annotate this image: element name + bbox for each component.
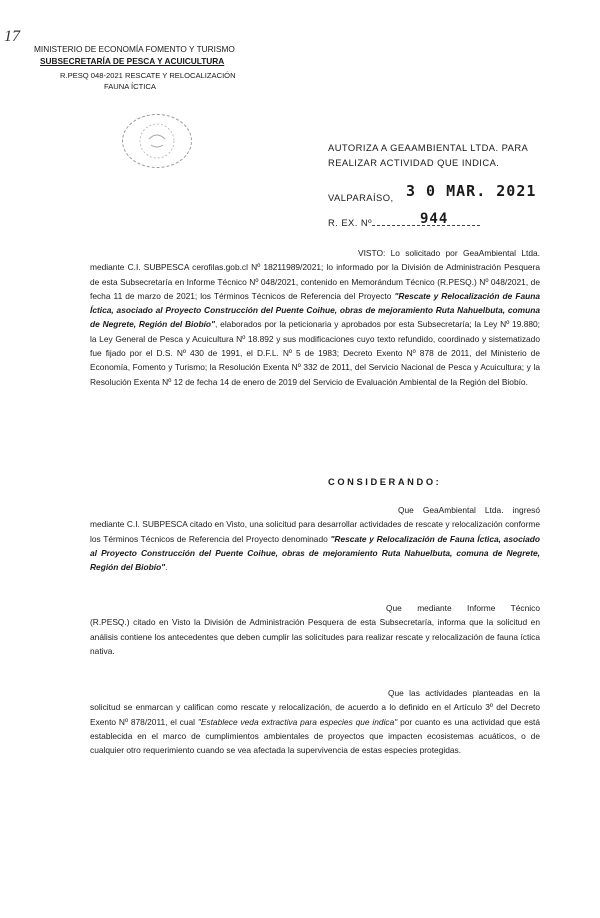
reference-line-2: FAUNA ÍCTICA (104, 82, 156, 91)
ministry-header: MINISTERIO DE ECONOMÍA FOMENTO Y TURISMO (34, 44, 235, 54)
page-number-mark: 17 (4, 28, 20, 45)
considerando-heading: CONSIDERANDO: (328, 477, 442, 487)
resolution-number: 944 (420, 211, 449, 227)
visto-paragraph: VISTO: Lo solicitado por GeaAmbiental Ltda. mediante C.I. SUBPESCA cerofilas.gob.cl Nº 18211989/2021; lo informado por la División de Administración Pesquera de esta Subsecretaría en Informe Técnico Nº 048/2021, contenido en Memorándum Técnico (R.PESQ.) Nº 048/2021, de fecha 11 de marzo de 2021; los Términos Técnicos de Referencia del Proyecto "Rescate y Relocalización de Fauna Íctica, asociado al Proyecto Construcción del Puente Coihue, obras de mejoramiento Ruta Nahuelbuta, comuna de Negrete, Región del Biobío", elaborados por la peticionaria y aprobados por esta Subsecretaría; la Ley Nº 19.880; la Ley General de Pesca y Acuicultura Nº 18.892 y sus modificaciones cuyo texto refundido, coordinado y sistematizado fue fijado por el D.S. Nº 430 de 1991, el D.F.L. Nº 5 de 1983; Decreto Exento Nº 878 de 2011, del Ministerio de Economía, Fomento y Turismo; la Resolución Exenta Nº 332 de 2011, del Servicio Nacional de Pesca y Acuicultura; y la Resolución Exenta Nº 12 de fecha 14 de enero de 2019 del Servicio de Evaluación Ambiental de la Región del Biobío. (90, 248, 541, 387)
considerando-paragraph-1: Que GeaAmbiental Ltda. ingresó mediante C.I. SUBPESCA citado en Visto, una solicitud para desarrollar actividades de rescate y relocalización conforme los Términos Técnicos de Referencia del Proyecto denominado "Rescate y Relocalización de Fauna Íctica, asociado al Proyecto Construcción del Puente Coihue, obras de mejoramiento Ruta Nahuelbuta, comuna de Negrete, Región del Biobío". (90, 505, 540, 573)
place-label: VALPARAÍSO, (328, 192, 394, 203)
reference-line-1: R.PESQ 048-2021 RESCATE Y RELOCALIZACIÓN (60, 71, 236, 80)
date-stamp: 3 0 MAR. 2021 (406, 182, 537, 200)
subsecretaria-header: SUBSECRETARÍA DE PESCA Y ACUICULTURA (40, 56, 225, 66)
resolution-title-line-1: AUTORIZA A GEAAMBIENTAL LTDA. PARA (328, 142, 529, 153)
seal-mark-icon (123, 115, 191, 167)
official-seal (122, 114, 192, 168)
resolution-title-line-2: REALIZAR ACTIVIDAD QUE INDICA. (328, 157, 500, 168)
resolution-number-label: R. EX. Nº (328, 217, 372, 228)
considerando-paragraph-2: Que mediante Informe Técnico (R.PESQ.) citado en Visto la División de Administración Pesquera de esta Subsecretaría, informa que la solicitud en análisis contiene los antecedentes que deben cumplir las solicitudes para realizar rescate y relocalización de fauna íctica nativa. (90, 603, 540, 656)
considerando-paragraph-3: Que las actividades planteadas en la solicitud se enmarcan y califican como rescate y relocalización, de acuerdo a lo definido en el Artículo 3º del Decreto Exento Nº 878/2011, el cual "Establece veda extractiva para especies que indica" por cuanto es una actividad que está establecida en el marco de cumplimientos ambientales de proyectos que impacten ecosistemas acuáticos, o de cualquier otro requerimiento cuando se vea afectada la supervivencia de estas especies protegidas. (90, 688, 540, 756)
